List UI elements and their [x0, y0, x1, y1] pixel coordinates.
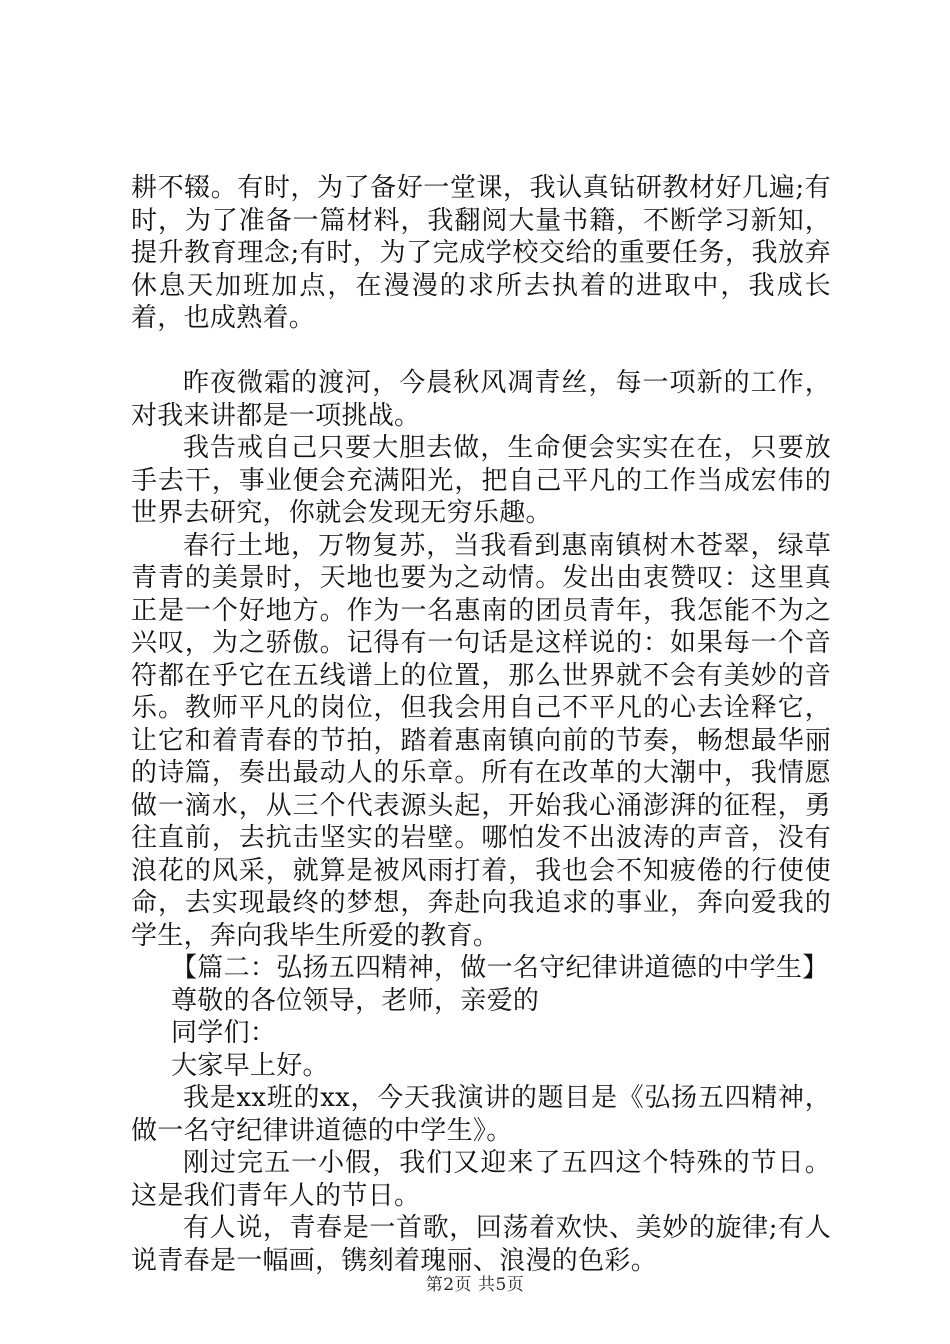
document-body	[131, 172, 831, 1277]
paragraph-youth: 有人说，青春是一首歌，回荡着欢快、美妙的旋律;有人说青春是一幅画，镌刻着瑰丽、浪漫的色彩。	[131, 1213, 831, 1276]
greeting-line: 大家早上好。	[171, 1050, 329, 1081]
paragraph-spacer	[131, 335, 831, 368]
paragraph-huinan: 春行土地，万物复苏，当我看到惠南镇树木苍翠，绿草青青的美景时，天地也要为之动情。发出由衷赞叹：这里真正是一个好地方。作为一名惠南的团员青年，我怎能不为之兴叹，为之骄傲。记得有一句话是这样说的：如果每一个音符都在乎它在五线谱上的位置，那么世界就不会有美妙的音乐。教师平凡的岗位，但我会用自己不平凡的心去诠释它，让它和着青春的节拍，踏着惠南镇向前的节奏，畅想最华丽的诗篇，奏出最动人的乐章。所有在改革的大潮中，我情愿做一滴水，从三个代表源头起，开始我心涌澎湃的征程，勇往直前，去抗击坚实的岩壁。哪怕发不出波涛的声音，没有浪花的风采，就算是被风雨打着，我也会不知疲倦的行使使命，去实现最终的梦想，奔赴向我追求的事业，奔向爱我的学生，奔向我毕生所爱的教育。	[131, 530, 831, 951]
greeting-line: 同学们：	[171, 1018, 277, 1048]
greeting-line: 尊敬的各位领导，老师，亲爱的	[171, 985, 540, 1016]
paragraph-holiday: 刚过完五一小假，我们又迎来了五四这个特殊的节日。这是我们青年人的节日。	[131, 1148, 831, 1211]
section-heading: 【篇二：弘扬五四精神，做一名守纪律讲道德的中学生】	[171, 953, 829, 983]
paragraph-intro: 我是xx班的xx，今天我演讲的题目是《弘扬五四精神，做一名守纪律讲道德的中学生》。	[131, 1083, 831, 1146]
paragraph-courage: 我告戒自己只要大胆去做，生命便会实实在在，只要放手去干，事业便会充满阳光，把自己平凡的工作当成宏伟的世界去研究，你就会发现无穷乐趣。	[131, 433, 831, 528]
paragraph-challenge: 昨夜微霜的渡河，今晨秋风凋青丝，每一项新的工作，对我来讲都是一项挑战。	[131, 368, 831, 431]
page-number: 第2页 共5页	[425, 1275, 525, 1295]
paragraph-continuation: 耕不辍。有时，为了备好一堂课，我认真钻研教材好几遍;有时，为了准备一篇材料，我翻阅大量书籍，不断学习新知，提升教育理念;有时，为了完成学校交给的重要任务，我放弃休息天加班加点，在漫漫的求所去执着的进取中，我成长着，也成熟着。	[131, 173, 831, 333]
